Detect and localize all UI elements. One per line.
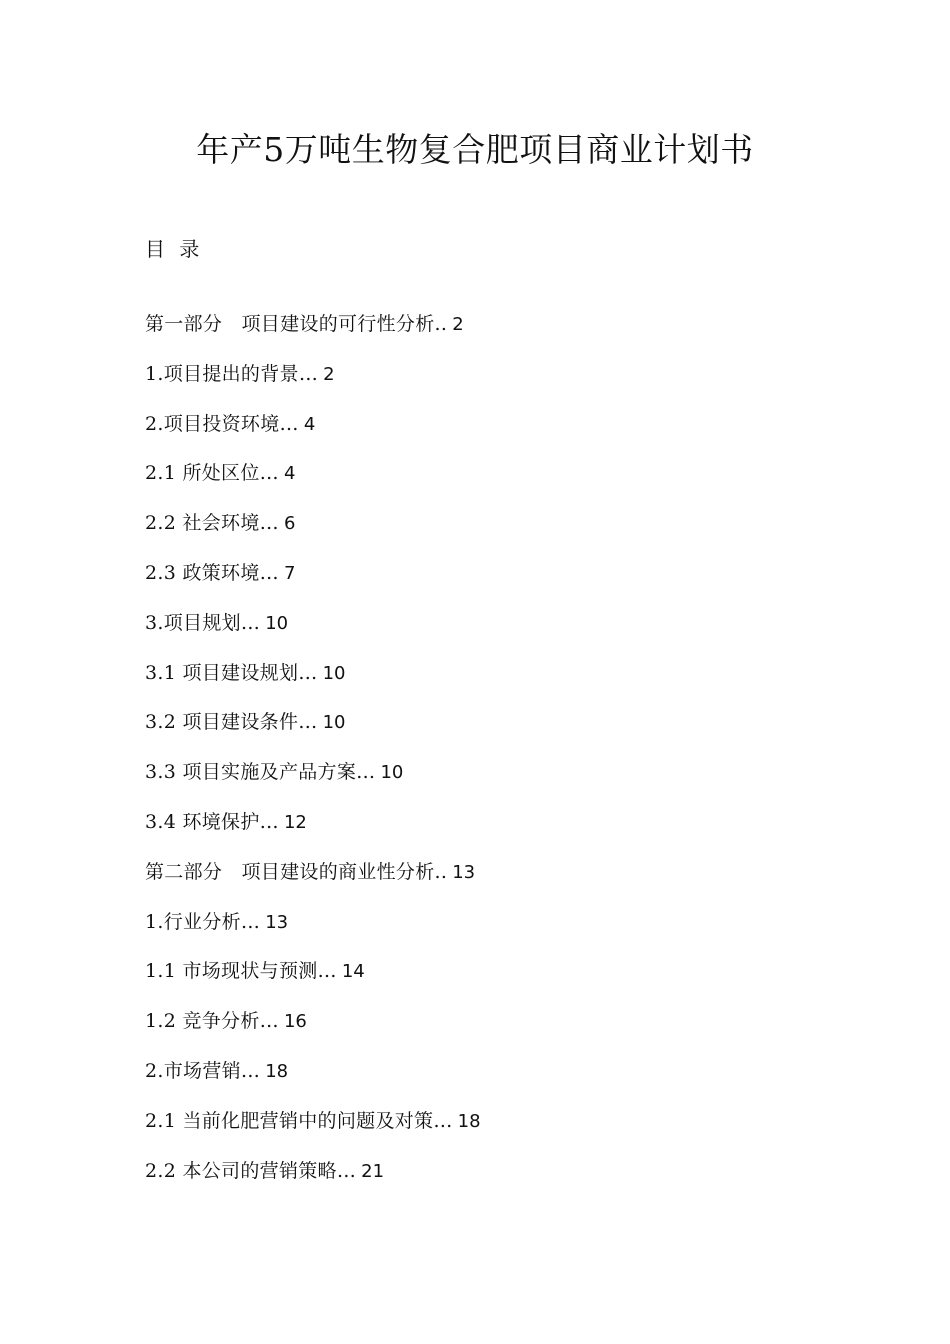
toc-entry-text: 1.行业分析…: [145, 910, 261, 933]
toc-entry-text: 第二部分 项目建设的商业性分析..: [145, 860, 448, 883]
toc-entry-page: 6: [283, 513, 296, 535]
toc-entry[interactable]: [145, 857, 845, 907]
toc-entry-text: 1.项目提出的背景…: [145, 362, 319, 385]
toc-entry-page: 2: [452, 314, 464, 335]
toc-entry-page: 16: [283, 1011, 307, 1033]
toc-entry-text: 3.3 项目实施及产品方案…: [145, 761, 376, 784]
toc-entry[interactable]: [145, 757, 845, 807]
toc-entry-page: 13: [452, 861, 476, 883]
document-title: 年产5万吨生物复合肥项目商业计划书: [196, 130, 754, 169]
toc-entry[interactable]: [145, 409, 845, 459]
table-of-contents: [145, 309, 845, 1205]
toc-entry-text: 2.2 社会环境…: [145, 512, 279, 535]
toc-entry[interactable]: [145, 608, 845, 658]
toc-entry-page: 10: [380, 762, 404, 784]
toc-entry-text: 1.1 市场现状与预测…: [145, 960, 337, 983]
toc-entry[interactable]: [145, 558, 845, 608]
toc-entry[interactable]: [145, 1056, 845, 1106]
toc-entry[interactable]: [145, 907, 845, 957]
toc-entry[interactable]: [145, 458, 845, 508]
toc-entry[interactable]: [145, 956, 845, 1006]
toc-entry-page: 4: [283, 463, 296, 485]
toc-entry-text: 3.1 项目建设规划…: [145, 661, 318, 684]
toc-entry-page: 12: [283, 811, 307, 833]
toc-entry-page: 10: [322, 712, 346, 734]
toc-entry-page: 21: [361, 1160, 385, 1182]
toc-entry[interactable]: [145, 508, 845, 558]
toc-entry[interactable]: [145, 359, 845, 409]
toc-entry-page: 10: [322, 662, 346, 684]
toc-entry-text: 2.1 所处区位…: [145, 462, 279, 485]
toc-entry-text: 3.4 环境保护…: [145, 810, 279, 833]
toc-entry-text: 3.2 项目建设条件…: [145, 711, 318, 734]
toc-entry-text: 2.1 当前化肥营销中的问题及对策…: [145, 1109, 453, 1132]
toc-entry-text: 2.市场营销…: [145, 1059, 261, 1082]
toc-entry[interactable]: [145, 1006, 845, 1056]
toc-entry[interactable]: [145, 309, 845, 359]
toc-entry-page: 18: [457, 1110, 481, 1132]
toc-entry-text: 2.3 政策环境…: [145, 561, 279, 584]
toc-entry-text: 3.项目规划…: [145, 611, 261, 634]
toc-entry-page: 7: [283, 562, 296, 584]
toc-entry-page: 10: [265, 612, 289, 634]
toc-entry-text: 第一部分 项目建设的可行性分析..: [145, 313, 448, 335]
toc-entry-text: 2.项目投资环境…: [145, 412, 299, 435]
toc-entry-page: 14: [341, 961, 365, 983]
toc-heading: 目 录: [145, 237, 204, 261]
toc-entry-page: 18: [265, 1060, 289, 1082]
toc-entry-page: 4: [303, 413, 316, 435]
toc-entry-text: 2.2 本公司的营销策略…: [145, 1159, 357, 1182]
toc-entry[interactable]: [145, 1156, 845, 1206]
toc-entry[interactable]: [145, 707, 845, 757]
toc-entry[interactable]: [145, 1106, 845, 1156]
toc-entry-text: 1.2 竞争分析…: [145, 1010, 279, 1033]
toc-entry[interactable]: [145, 658, 845, 708]
toc-entry-page: 2: [323, 363, 335, 385]
toc-entry[interactable]: [145, 807, 845, 857]
toc-entry-page: 13: [265, 911, 289, 933]
